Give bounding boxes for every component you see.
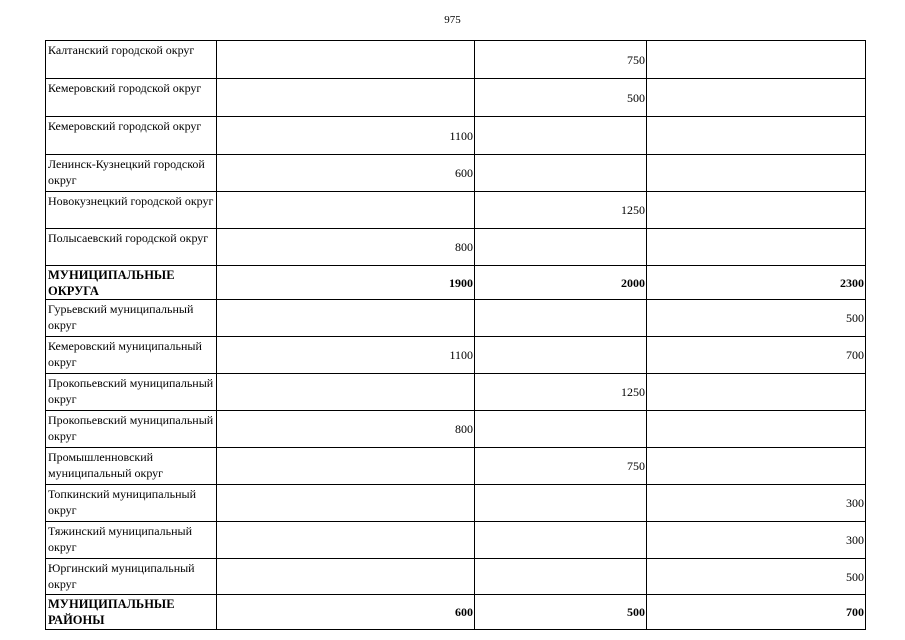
territory-name-cell: Новокузнецкий городской округ [46,192,217,229]
table-row [46,374,866,411]
table-row [46,41,866,79]
value-cell-col1 [217,448,475,485]
table-row [46,337,866,374]
subtotal-label-cell: МУНИЦИПАЛЬНЫЕ ОКРУГА [46,266,217,300]
value-cell-col1: 800 [217,229,475,266]
value-cell-col1 [217,522,475,559]
territory-name-cell: Кемеровский муниципальный округ [46,337,217,374]
value-cell-col3 [647,117,866,155]
table-row [46,485,866,522]
territory-name-cell: Полысаевский городской округ [46,229,217,266]
table-body [46,41,866,630]
value-cell-col3 [647,374,866,411]
value-cell-col1 [217,79,475,117]
subtotal-row [46,266,866,300]
value-cell-col3 [647,411,866,448]
value-cell-col1: 800 [217,411,475,448]
territory-name-cell: Кемеровский городской округ [46,79,217,117]
territory-name-cell: Топкинский муниципальный округ [46,485,217,522]
table-row [46,448,866,485]
value-cell-col2 [475,117,647,155]
value-cell-col1: 1100 [217,117,475,155]
table-row [46,117,866,155]
value-cell-col1 [217,41,475,79]
value-cell-col3: 300 [647,485,866,522]
value-cell-col1 [217,485,475,522]
value-cell-col2 [475,485,647,522]
value-cell-col3: 300 [647,522,866,559]
value-cell-col2 [475,229,647,266]
subtotal-value-col1: 600 [217,595,475,630]
value-cell-col2 [475,522,647,559]
value-cell-col2: 500 [475,79,647,117]
value-cell-col3 [647,155,866,192]
value-cell-col2 [475,411,647,448]
value-cell-col2: 750 [475,41,647,79]
value-cell-col3: 700 [647,337,866,374]
territory-name-cell: Прокопьевский муниципальный округ [46,374,217,411]
subtotal-row [46,595,866,630]
subtotal-label-cell: МУНИЦИПАЛЬНЫЕ РАЙОНЫ [46,595,217,630]
table-row [46,559,866,595]
budget-table [45,40,866,630]
page-number: 975 [444,14,461,26]
territory-name-cell: Ленинск-Кузнецкий городской округ [46,155,217,192]
value-cell-col1: 600 [217,155,475,192]
value-cell-col2: 750 [475,448,647,485]
value-cell-col1 [217,300,475,337]
subtotal-value-col3: 700 [647,595,866,630]
value-cell-col3 [647,41,866,79]
value-cell-col2 [475,559,647,595]
subtotal-value-col2: 500 [475,595,647,630]
table-row [46,155,866,192]
value-cell-col3: 500 [647,300,866,337]
value-cell-col1 [217,559,475,595]
value-cell-col2: 1250 [475,192,647,229]
territory-name-cell: Юргинский муниципальный округ [46,559,217,595]
territory-name-cell: Промышленновский муниципальный округ [46,448,217,485]
value-cell-col2 [475,337,647,374]
table-row [46,300,866,337]
value-cell-col2 [475,300,647,337]
value-cell-col3: 500 [647,559,866,595]
table-row [46,79,866,117]
subtotal-value-col2: 2000 [475,266,647,300]
value-cell-col3 [647,229,866,266]
subtotal-value-col3: 2300 [647,266,866,300]
territory-name-cell: Калтанский городской округ [46,41,217,79]
value-cell-col1: 1100 [217,337,475,374]
territory-name-cell: Кемеровский городской округ [46,117,217,155]
value-cell-col1 [217,374,475,411]
table-row [46,192,866,229]
value-cell-col3 [647,79,866,117]
value-cell-col3 [647,192,866,229]
table-row [46,522,866,559]
table-row [46,229,866,266]
value-cell-col2: 1250 [475,374,647,411]
table-row [46,411,866,448]
subtotal-value-col1: 1900 [217,266,475,300]
value-cell-col1 [217,192,475,229]
value-cell-col3 [647,448,866,485]
territory-name-cell: Прокопьевский муниципальный округ [46,411,217,448]
territory-name-cell: Гурьевский муниципальный округ [46,300,217,337]
territory-name-cell: Тяжинский муниципальный округ [46,522,217,559]
value-cell-col2 [475,155,647,192]
